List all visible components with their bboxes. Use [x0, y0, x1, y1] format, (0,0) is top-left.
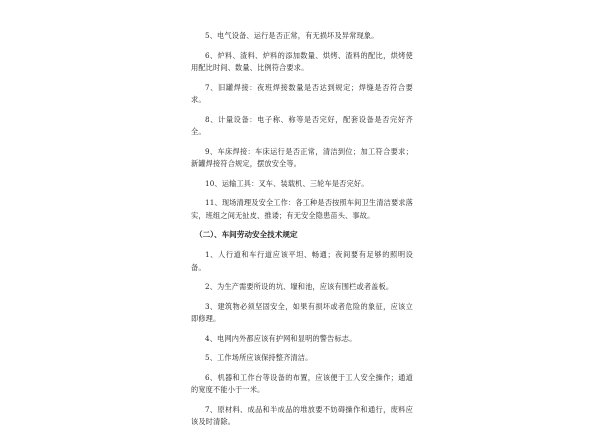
list-item: 6、机器和工作台等设备的布置，应该便于工人安全操作；通道的宽度不能小于一米。: [191, 372, 413, 394]
list-item: 11、现场清理及安全工作：各工种是否按照车间卫生清洁要求落实，班组之间无扯皮、推诿；有无安全隐患苗头、事故。: [191, 198, 413, 220]
section-title: （二）、车间劳动安全技术规定: [195, 230, 298, 239]
list-item: 5、电气设备、运行是否正常，有无损坏及异常现象。: [205, 31, 379, 40]
list-item: 1、人行道和车行道应该平坦、畅通；夜间要有足够的照明设备。: [191, 250, 413, 272]
list-item: 4、电网内外都应该有护网和显明的警告标志。: [205, 333, 357, 343]
list-item: 3、建筑物必须坚固安全，如果有损坏或者危险的象征，应该立即修理。: [191, 301, 413, 323]
list-item: 6、炉料、渣料、炉料的添加数量、烘烤、渣料的配比，烘烤使用配比时间、数量、比例符合要求。: [191, 50, 413, 72]
list-item: 9、车床焊接：车床运行是否正常，清洁到位；加工符合要求；新罐焊接符合规定，摆放安全等。: [191, 146, 413, 168]
list-item: 2、为生产需要所设的坑、壕和池，应该有围栏或者盖板。: [205, 282, 394, 291]
list-item: 8、计量设备：电子称、称等是否完好，配套设备是否完好齐全。: [191, 114, 413, 136]
list-item: 5、工作场所应该保持整齐清洁。: [205, 353, 313, 362]
list-item: 7、原材料、成品和半成品的堆放要不妨碍操作和通行，废料应该及时清除。: [191, 404, 413, 426]
list-item: 10、运输工具：叉车、装载机、三轮车是否完好。: [205, 178, 369, 188]
document-body: [191, 30, 413, 436]
list-item: 7、旧罐焊接：夜班焊接数量是否达到规定；焊缝是否符合要求。: [191, 82, 413, 104]
